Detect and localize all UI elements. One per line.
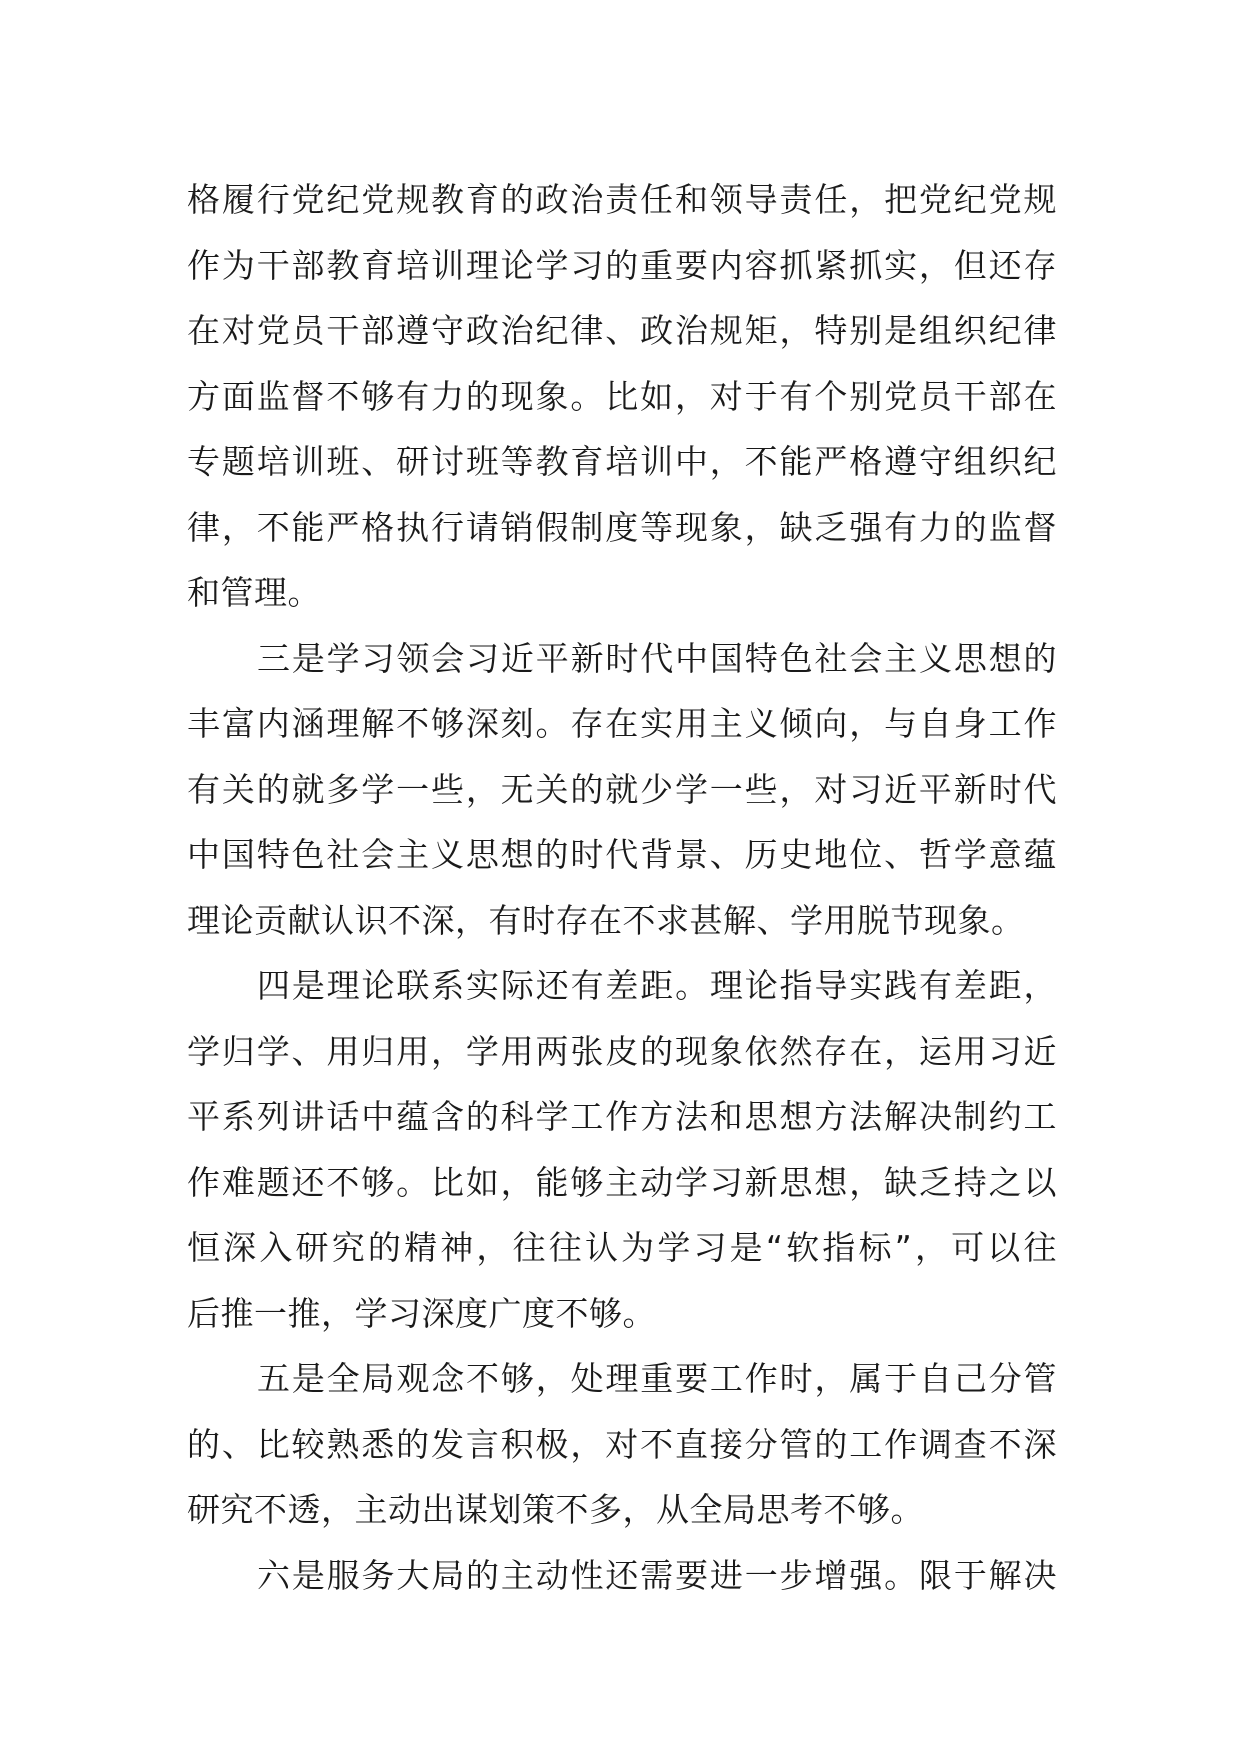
text-line: 学归学、用归用，学用两张皮的现象依然存在，运用习近: [187, 1031, 1057, 1071]
text-line: 在对党员干部遵守政治纪律、政治规矩，特别是组织纪律: [187, 311, 1057, 350]
text-line: 格履行党纪党规教育的政治责任和领导责任，把党纪党规: [187, 180, 1057, 219]
text-line: 研究不透，主动出谋划策不多，从全局思考不够。: [187, 1490, 924, 1529]
text-line: 作为干部教育培训理论学习的重要内容抓紧抓实，但还存: [187, 245, 1057, 285]
paragraph-point-five: [187, 1346, 1057, 1543]
text-line: 恒深入研究的精神，往往认为学习是“软指标”，可以往: [187, 1228, 1057, 1267]
paragraph-point-four: [187, 953, 1057, 1346]
text-line: 作难题还不够。比如，能够主动学习新思想，缺乏持之以: [187, 1162, 1057, 1202]
text-line: 理论贡献认识不深，有时存在不求甚解、学用脱节现象。: [187, 900, 1025, 940]
text-line: 三是学习领会习近平新时代中国特色社会主义思想的: [257, 638, 1057, 678]
text-line: 四是理论联系实际还有差距。理论指导实践有差距，: [257, 966, 1057, 1005]
text-line: 专题培训班、研讨班等教育培训中，不能严格遵守组织纪: [187, 442, 1057, 481]
text-line: 五是全局观念不够，处理重要工作时，属于自己分管: [257, 1359, 1057, 1398]
text-line: 律，不能严格执行请销假制度等现象，缺乏强有力的监督: [187, 507, 1057, 547]
document-body: [187, 167, 1057, 1608]
text-line: 方面监督不够有力的现象。比如，对于有个别党员干部在: [187, 376, 1057, 416]
text-line: 六是服务大局的主动性还需要进一步增强。限于解决: [257, 1555, 1057, 1595]
text-line: 有关的就多学一些，无关的就少学一些，对习近平新时代: [187, 769, 1057, 809]
paragraph-point-three: [187, 626, 1057, 954]
paragraph-continuation: [187, 167, 1057, 626]
paragraph-point-six: [187, 1543, 1057, 1609]
text-line: 丰富内涵理解不够深刻。存在实用主义倾向，与自身工作: [187, 704, 1057, 743]
text-line: 中国特色社会主义思想的时代背景、历史地位、哲学意蕴: [187, 835, 1057, 874]
text-line: 和管理。: [187, 573, 321, 612]
text-line: 后推一推，学习深度广度不够。: [187, 1293, 656, 1333]
text-line: 平系列讲话中蕴含的科学工作方法和思想方法解决制约工: [187, 1097, 1057, 1136]
text-line: 的、比较熟悉的发言积极，对不直接分管的工作调查不深: [187, 1424, 1057, 1464]
